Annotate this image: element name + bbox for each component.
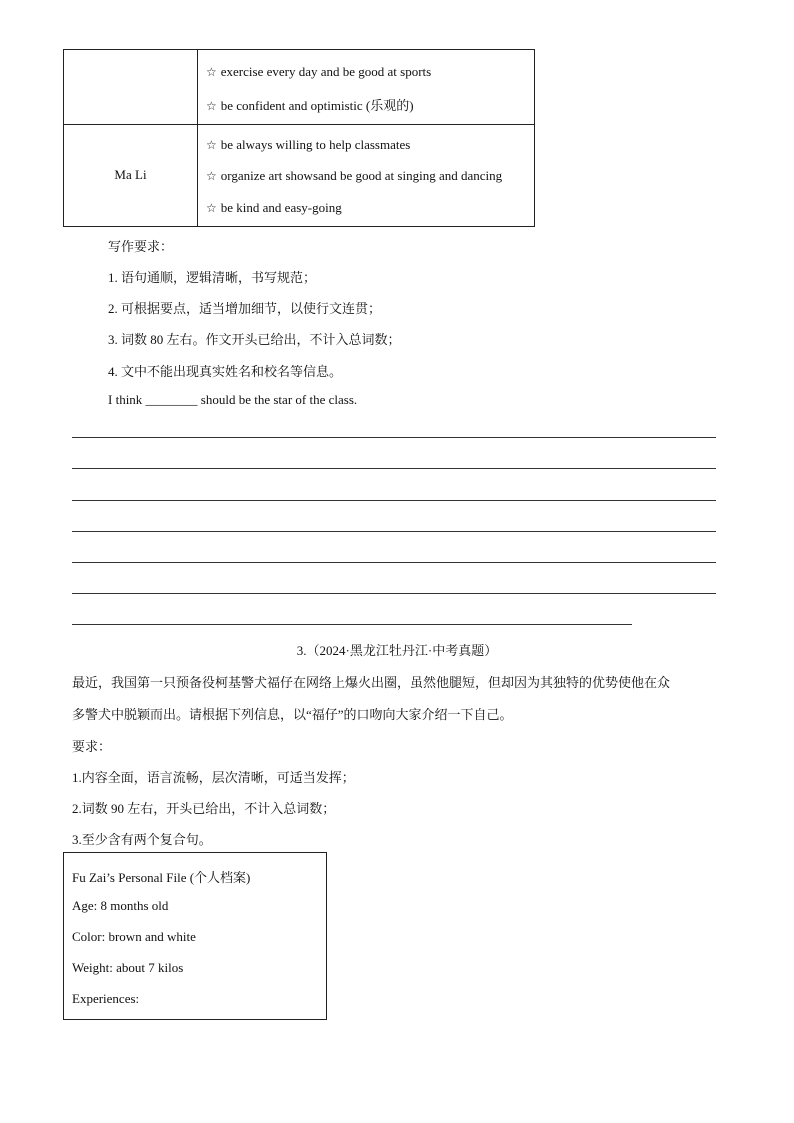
table-divider-vertical [197,50,198,226]
question-3-requirements-heading: 要求： [72,739,112,754]
table-divider-horizontal [64,124,534,125]
star-icon: ☆ [206,99,217,113]
answer-line [72,624,632,625]
row2-item-1: ☆ be always willing to help classmates [206,137,411,152]
question-3-requirement-3: 3.至少含有两个复合句。 [72,832,212,847]
row2-item-3: ☆ be kind and easy-going [206,200,342,215]
personal-file-box [63,852,327,1020]
writing-requirement-3: 3. 词数 80 左右。作文开头已给出，不计入总词数； [108,332,401,347]
question-3-requirement-1: 1.内容全面，语言流畅，层次清晰，可适当发挥； [72,770,355,785]
star-icon: ☆ [206,138,217,152]
answer-line [72,531,716,532]
profile-weight: Weight: about 7 kilos [72,960,184,975]
answer-line [72,562,716,563]
profile-title: Fu Zai’s Personal File (个人档案) [72,870,251,885]
answer-line [72,468,716,469]
answer-line [72,437,716,438]
traits-table [63,49,535,227]
profile-age: Age: 8 months old [72,898,169,913]
question-3-intro-line-2: 多警犬中脱颖而出。请根据下列信息，以“福仔”的口吻向大家介绍一下自己。 [72,707,513,722]
answer-line [72,500,716,501]
row2-item-2: ☆ organize art showsand be good at singing and dancing [206,168,503,183]
writing-requirement-2: 2. 可根据要点，适当增加细节，以使行文连贯； [108,301,382,316]
writing-requirement-1: 1. 语句通顺，逻辑清晰，书写规范； [108,270,317,285]
row1-item-1: ☆ exercise every day and be good at sports [206,64,432,79]
profile-experiences: Experiences: [72,991,140,1006]
row1-item-2: ☆ be confident and optimistic (乐观的) [206,98,414,113]
writing-requirement-4: 4. 文中不能出现真实姓名和校名等信息。 [108,364,343,379]
star-icon: ☆ [206,201,217,215]
star-icon: ☆ [206,65,217,79]
question-3-requirement-2: 2.词数 90 左右，开头已给出，不计入总词数； [72,801,336,816]
profile-color: Color: brown and white [72,929,196,944]
essay-opening: I think ________ should be the star of the class. [108,392,358,407]
writing-requirements-heading: 写作要求： [108,239,174,254]
star-icon: ☆ [206,169,217,183]
answer-line [72,593,716,594]
row2-name: Ma Li [114,167,147,182]
question-3-intro-line-1: 最近，我国第一只预备役柯基警犬福仔在网络上爆火出圈，虽然他腿短，但却因为其独特的优势使他在众 [72,675,671,690]
question-3-title: 3.（2024·黑龙江牡丹江·中考真题） [296,643,498,658]
